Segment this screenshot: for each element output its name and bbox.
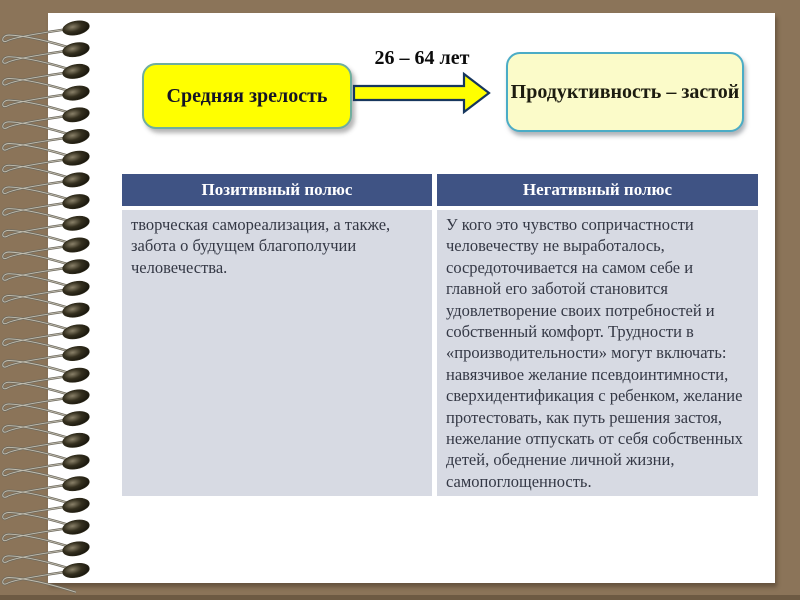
table-cell-negative-pole: У кого это чувство сопричастности человечеству не выработалось, сосредоточивается на самом себе и главной его заботой становится удовлетворение своих потребностей и собственный комфорт. Трудности в «производительности» могут включать: навязчивое желание псевдоинтимности, сверхидентификация с ребенком, желание протестовать, как путь решения застоя, нежелание отпускать от себя собственных детей, обеднение личной жизни, самопоглощенность. [437, 210, 758, 496]
poles-table [122, 174, 758, 496]
stage-name-box [142, 63, 352, 129]
arrow-right-icon [352, 70, 492, 116]
table-cell-positive-pole: творческая самореализация, а также, забота о будущем благополучии человечества. [122, 210, 432, 496]
outcome-box [506, 52, 744, 132]
table-header-positive-pole: Позитивный полюс [122, 174, 432, 206]
outcome-label: Продуктивность – застой [510, 80, 740, 103]
spiral-binding-icon [0, 0, 110, 600]
stage-name-label: Средняя зрелость [166, 84, 328, 107]
age-range-label: 26 – 64 лет [374, 47, 470, 69]
table-header-negative-pole: Негативный полюс [437, 174, 758, 206]
page-bottom-shadow [0, 595, 800, 600]
